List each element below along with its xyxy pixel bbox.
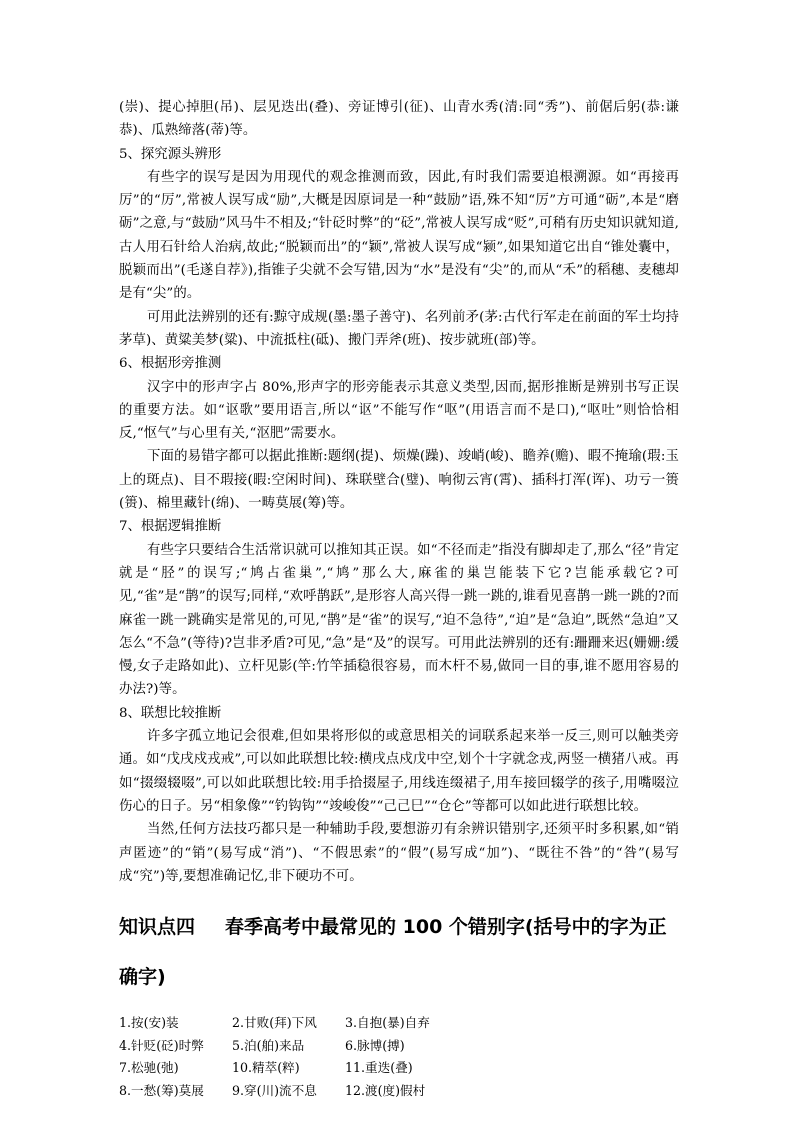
paragraph-conclusion: 当然,任何方法技巧都只是一种辅助手段,要想游刃有余辨识错别字,还须平时多积累,如“销声匿迹”的“销”(易写成“消”)、“不假思索”的“假”(易写成“加”)、“既往不咎”的“咎”(易写成“究”)等,要想准确记忆,非下硬功不可。 [119, 822, 679, 884]
paragraph-continued: (崇)、提心掉胆(吊)、层见迭出(叠)、旁证博引(征)、山青水秀(清:同“秀”)、前倨后躬(恭:谦恭)、瓜熟缔落(蒂)等。 [119, 100, 679, 139]
list-item: 5.泊(舶)来品 [232, 1037, 305, 1053]
heading-7: 7、根据逻辑推断 [119, 519, 222, 535]
section-title: 春季高考中最常见的 100 个错别字(括号中的字为正确字) [119, 916, 667, 989]
list-item: 3.自抱(暴)自弃 [345, 1015, 430, 1031]
heading-5: 5、探究源头辨形 [119, 146, 222, 162]
paragraph-logic: 有些字只要结合生活常识就可以推知其正误。如“不径而走”指没有脚却走了,那么“径”肯定就是“胫”的误写;“鸠占雀巢”,“鸠”那么大,麻雀的巢岂能装下它?岂能承载它?可见,“雀”是“鹊”的误写;同样,“欢呼鹊跃”,是形容人高兴得一跳一跳的,谁看见喜鹊一跳一跳的?而麻雀一跳一跳确实是常见的,可见,“鹊”是“雀”的误写,“迫不急待”,“迫”是“急迫”,既然“急迫”又怎么“不急”(等待)?岂非矛盾?可见,“急”是“及”的误写。可用此法辨别的还有:跚跚来迟(姗姗:缓慢,女子走路如此)、立杆见影(竿:竹竿插稳很容易，而木杆不易,做同一目的事,谁不愿用容易的办法?)等。 [119, 542, 679, 698]
paragraph-origin: 有些字的误写是因为用现代的观念推测而致，因此,有时我们需要追根溯源。如“再接再厉”的“厉”,常被人误写成“励”,大概是因原词是一种“鼓励”语,殊不知“厉”方可通“砺”,本是“磨砺”之意,与“鼓励”风马牛不相及;“针砭时弊”的“砭”,常被人误写成“贬”,可稍有历史知识就知道,古人用石针给人治病,故此;“脱颖而出”的“颖”,常被人误写成“颍”,如果知道它出自“锥处囊中，脱颖而出”(毛遂自荐》),指锥子尖就不会写错,因为“水”是没有“尖”的,而从“禾”的稻穗、麦穗却是有“尖”的。 [119, 169, 679, 302]
heading-8: 8、联想比较推断 [119, 705, 222, 721]
document-page [119, 96, 679, 1102]
list-item: 9.穿(川)流不息 [232, 1082, 317, 1098]
error-word-list [119, 1012, 679, 1102]
paragraph-origin-examples: 可用此法辨别的还有:黥守成规(墨:墨子善守)、名列前矛(茅:古代行军走在前面的军士均持茅草)、黄粱美梦(粱)、中流抵柱(砥)、搬门弄斧(班)、按步就班(部)等。 [119, 309, 679, 348]
list-item: 12.渡(度)假村 [345, 1082, 426, 1098]
section-label: 知识点四 [119, 916, 196, 939]
list-item: 11.重迭(叠) [345, 1060, 413, 1076]
paragraph-radical: 汉字中的形声字占 80%,形声字的形旁能表示其意义类型,因而,据形推断是辨别书写正误的重要方法。如“讴歌”要用语言,所以“讴”不能写作“呕”(用语言而不是口),“呕吐”则恰恰相反,“怄气”与心里有关,“沤肥”需要水。 [119, 379, 679, 442]
paragraph-radical-examples: 下面的易错字都可以据此推断:题纲(提)、烦燥(躁)、竣峭(峻)、瞻养(赡)、暇不掩瑜(瑕:玉上的斑点)、目不瑕接(暇:空闲时间)、珠联壁合(璧)、响彻云宵(霄)、插科打浑(诨)、功亏一篑(篑)、棉里藏针(绵)、一畴莫展(筹)等。 [119, 449, 679, 512]
list-item: 8.一愁(筹)莫展 [119, 1082, 204, 1098]
list-item: 2.甘败(拜)下风 [232, 1015, 317, 1031]
list-item: 6.脉博(搏) [345, 1037, 405, 1053]
list-item: 1.按(安)装 [119, 1015, 179, 1031]
section-heading [119, 902, 679, 1002]
list-item: 10.精萃(粹) [232, 1060, 300, 1076]
heading-6: 6、根据形旁推测 [119, 356, 222, 372]
list-item: 4.针贬(砭)时弊 [119, 1037, 204, 1053]
list-item: 7.松驰(弛) [119, 1060, 179, 1076]
paragraph-association: 许多字孤立地记会很难,但如果将形似的或意思相关的词联系起来举一反三,则可以触类旁通。如“戊戌戍戎戒”,可以如此联想比较:横戌点戍戊中空,划个十字就念戎,两竖一横猪八戒。再如“掇缀辍啜”,可以如此联想比较:用手拾掇屋子,用线连缀裙子,用车接回辍学的孩子,用嘴啜泣伤心的日子。另“相象像”“钓钩钩”“竣峻俊”“己己巳”“仓仑”等都可以如此进行联想比较。 [119, 729, 679, 814]
